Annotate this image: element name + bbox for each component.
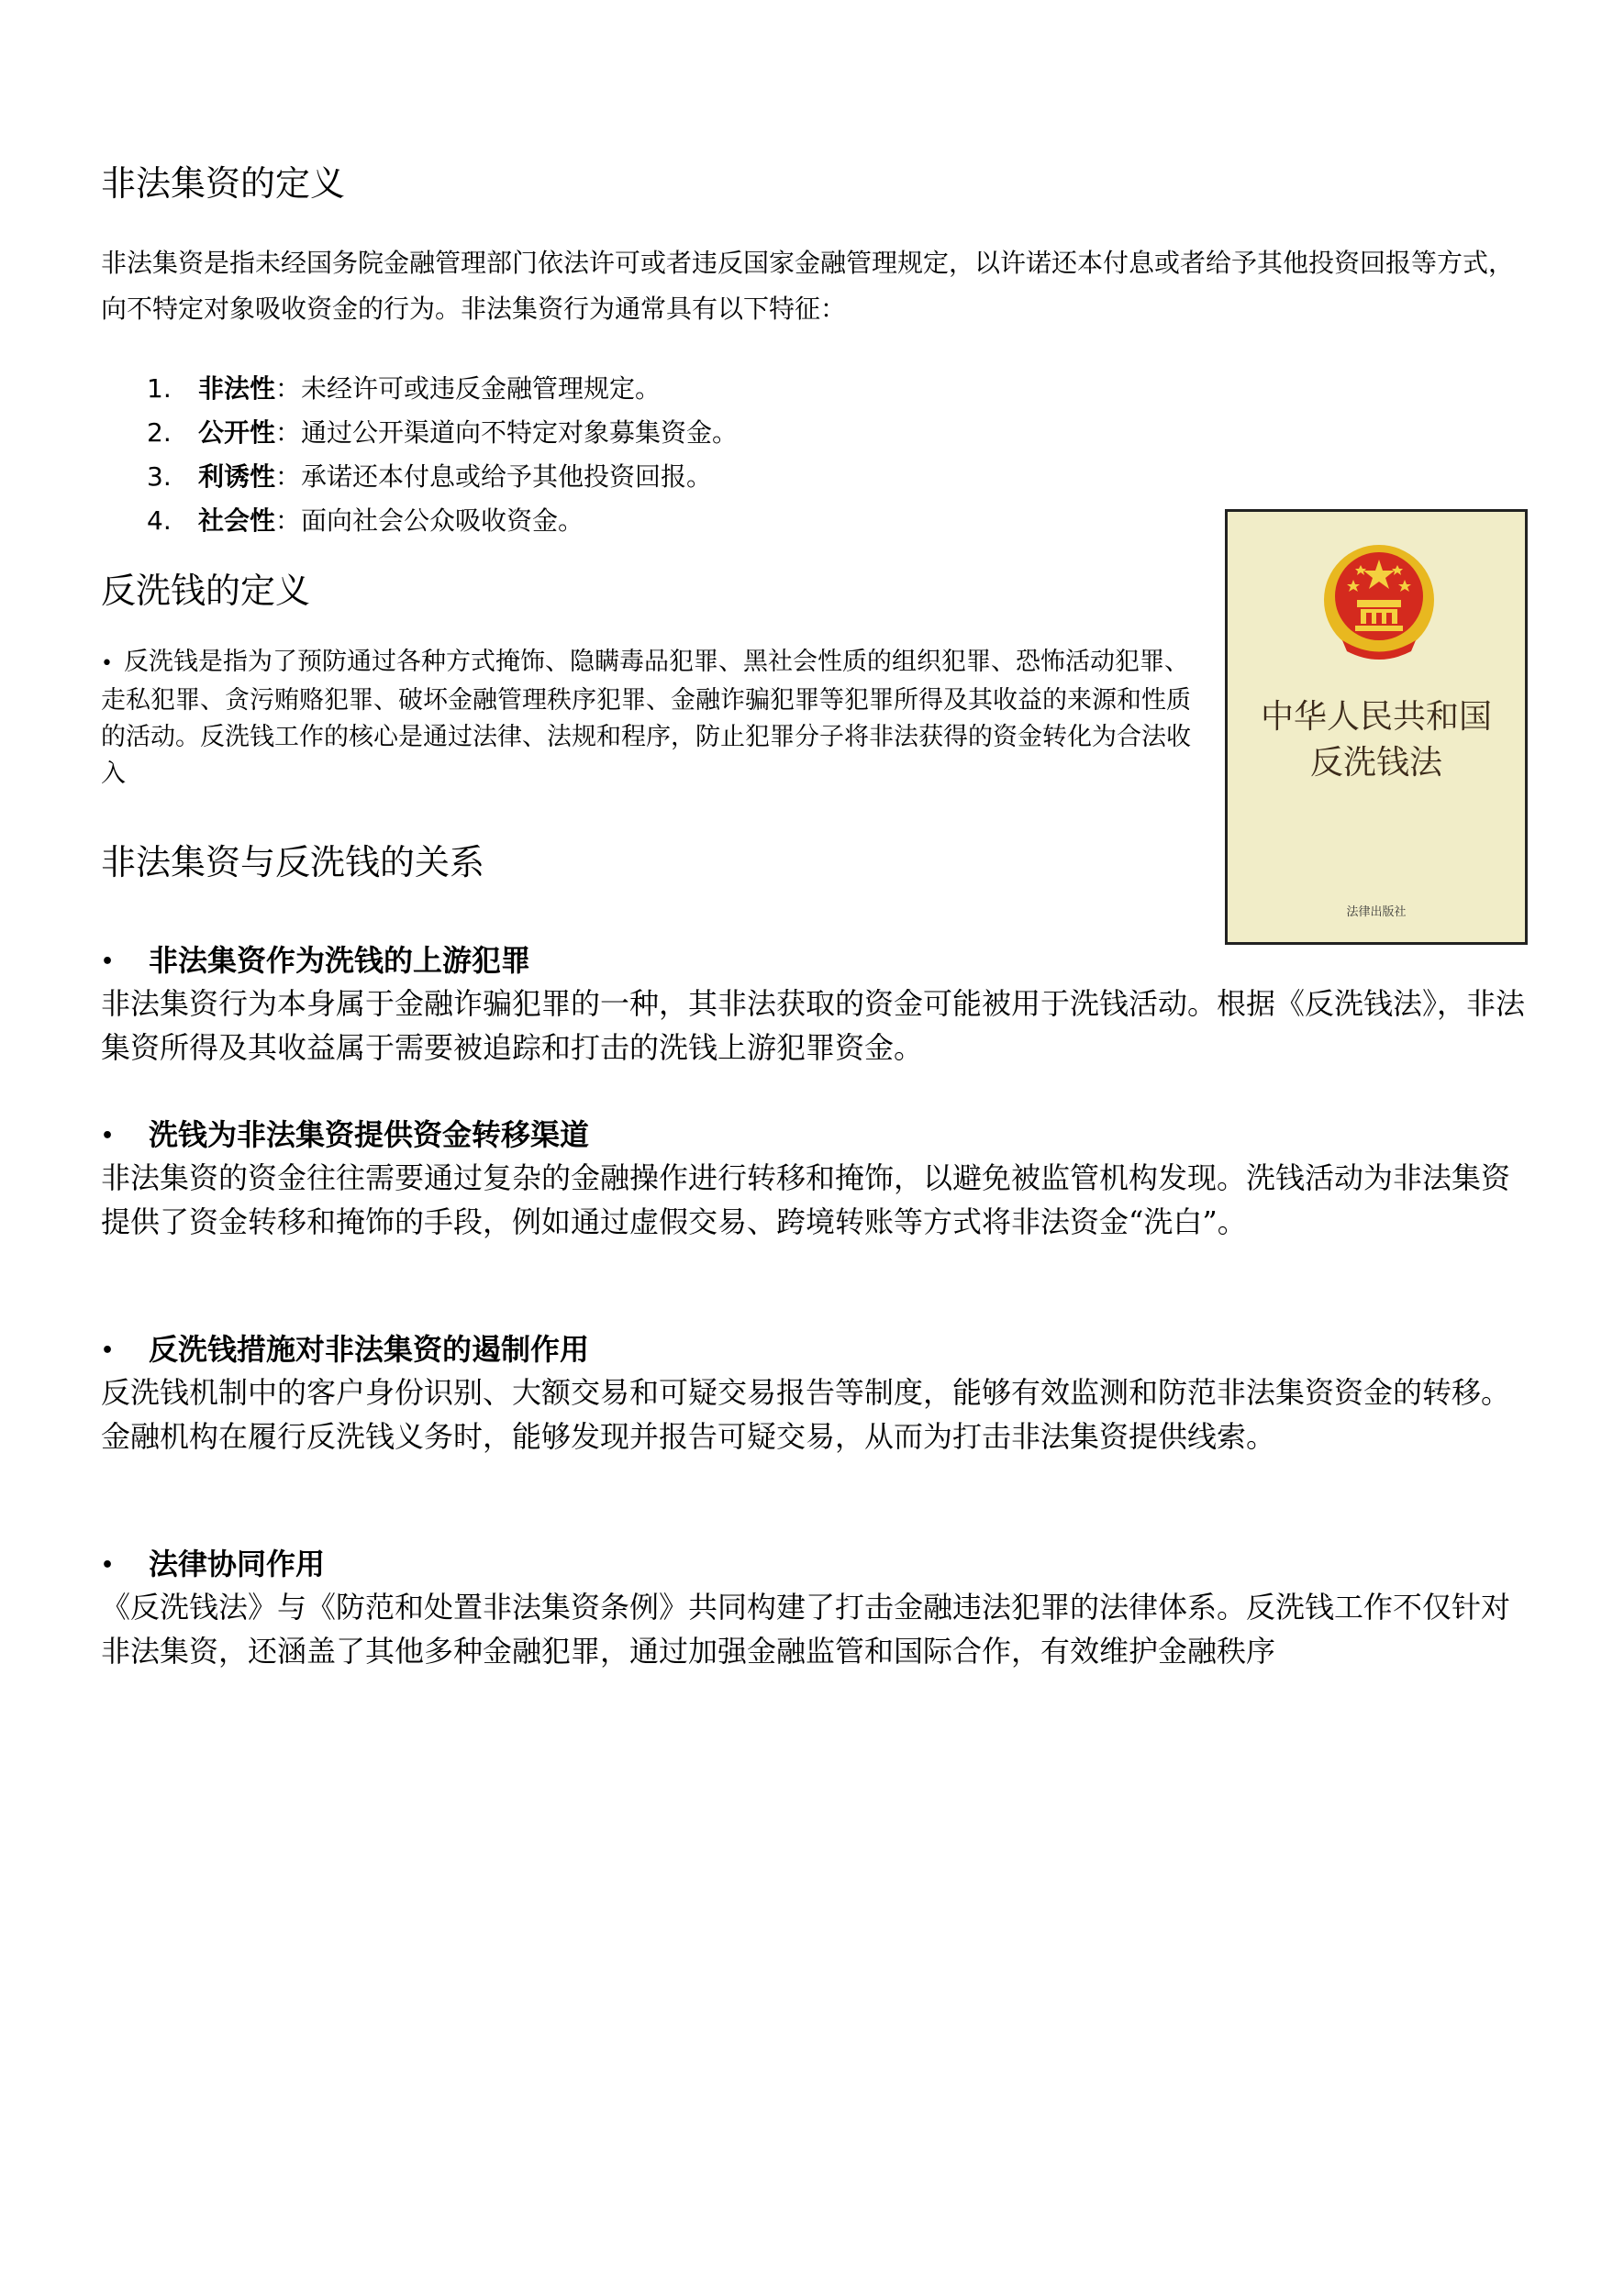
bullet-icon: •	[101, 1125, 115, 1148]
list-item	[147, 411, 738, 455]
item-title-text: 洗钱为非法集资提供资金转移渠道	[149, 1117, 590, 1152]
bullet-icon: •	[101, 950, 115, 973]
feature-desc: ：未经许可或违反金融管理规定。	[275, 373, 662, 404]
relationship-item-text: 反洗钱机制中的客户身份识别、大额交易和可疑交易报告等制度，能够有效监测和防范非法集资资金的转移。金融机构在履行反洗钱义务时，能够发现并报告可疑交易，从而为打击非法集资提供线索。	[101, 1375, 1511, 1454]
aml-definition-text	[101, 644, 1202, 793]
item-title-text: 反洗钱措施对非法集资的遏制作用	[149, 1332, 590, 1367]
bullet-icon: •	[101, 652, 113, 675]
heading-illegal-fundraising-definition: 非法集资的定义	[101, 163, 346, 204]
relationship-item-text: 非法集资的资金往往需要通过复杂的金融操作进行转移和掩饰，以避免被监管机构发现。洗钱活动为非法集资提供了资金转移和掩饰的手段，例如通过虚假交易、跨境转账等方式将非法资金“洗白”。	[101, 1160, 1511, 1239]
feature-list	[147, 367, 738, 543]
feature-desc: ：面向社会公众吸收资金。	[275, 505, 584, 536]
item-title-text: 法律协同作用	[149, 1547, 326, 1581]
list-item	[147, 455, 738, 499]
feature-term: 非法性	[198, 373, 276, 404]
heading-aml-definition: 反洗钱的定义	[101, 571, 311, 611]
relationship-item-title	[101, 1543, 325, 1587]
feature-desc: ：通过公开渠道向不特定对象募集资金。	[275, 417, 739, 448]
list-item	[147, 367, 738, 411]
list-number: 4.	[147, 505, 172, 536]
list-item	[147, 499, 738, 543]
bullet-icon: •	[101, 1554, 115, 1577]
bullet-icon: •	[101, 1339, 115, 1362]
relationship-item-text: 非法集资行为本身属于金融诈骗犯罪的一种，其非法获取的资金可能被用于洗钱活动。根据《反洗钱法》，非法集资所得及其收益属于需要被追踪和打击的洗钱上游犯罪资金。	[101, 986, 1526, 1065]
heading-relationship: 非法集资与反洗钱的关系	[101, 842, 485, 882]
book-cover-image	[1225, 509, 1528, 945]
feature-term: 利诱性	[198, 461, 276, 492]
book-title-line1: 中华人民共和国	[1260, 698, 1492, 736]
illegal-fundraising-intro: 非法集资是指未经国务院金融管理部门依法许可或者违反国家金融管理规定，以许诺还本付息或者给予其他投资回报等方式，向不特定对象吸收资金的行为。非法集资行为通常具有以下特征：	[101, 248, 1515, 324]
book-title-line2: 反洗钱法	[1309, 744, 1442, 782]
feature-term: 公开性	[198, 417, 276, 448]
book-publisher: 法律出版社	[1346, 905, 1407, 919]
list-number: 2.	[147, 417, 172, 448]
relationship-item-title	[101, 1328, 589, 1372]
list-number: 3.	[147, 461, 172, 492]
item-title-text: 非法集资作为洗钱的上游犯罪	[149, 943, 531, 978]
national-emblem-icon	[1315, 539, 1443, 668]
feature-term: 社会性	[198, 505, 276, 536]
relationship-item-text: 《反洗钱法》与《防范和处置非法集资条例》共同构建了打击金融违法犯罪的法律体系。反洗钱工作不仅针对非法集资，还涵盖了其他多种金融犯罪，通过加强金融监管和国际合作，有效维护金融秩序	[101, 1590, 1511, 1669]
relationship-item-title	[101, 1114, 589, 1158]
list-number: 1.	[147, 373, 172, 404]
aml-definition-body: 反洗钱是指为了预防通过各种方式掩饰、隐瞒毒品犯罪、黑社会性质的组织犯罪、恐怖活动犯罪、走私犯罪、贪污贿赂犯罪、破坏金融管理秩序犯罪、金融诈骗犯罪等犯罪所得及其收益的来源和性质的活动。反洗钱工作的核心是通过法律、法规和程序，防止犯罪分子将非法获得的资金转化为合法收入	[101, 648, 1191, 788]
relationship-item-title	[101, 939, 530, 983]
feature-desc: ：承诺还本付息或给予其他投资回报。	[275, 461, 713, 492]
